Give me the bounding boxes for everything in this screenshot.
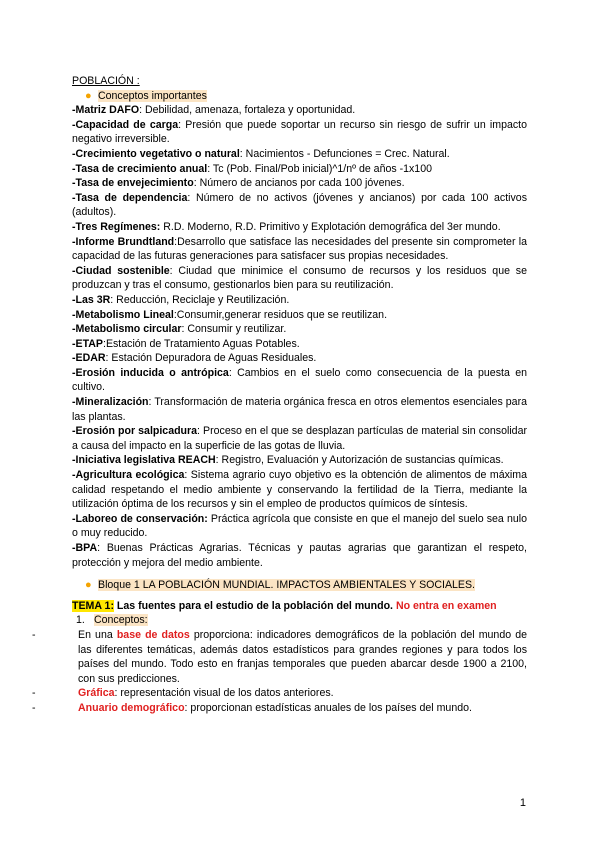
definition-term: -Metabolismo circular	[72, 323, 182, 336]
definition-text: :Consumir,generar residuos que se reutilizan.	[173, 308, 388, 321]
definition-term: -Laboreo de conservación:	[72, 512, 208, 525]
definition-term: -Crecimiento vegetativo o natural	[72, 147, 240, 160]
definition-item	[72, 351, 527, 366]
concept-prefix: En una	[78, 628, 117, 641]
definition-item	[72, 453, 527, 468]
concept-text: : representación visual de los datos anteriores.	[114, 687, 334, 700]
tema-title: Las fuentes para el estudio de la población del mundo.	[113, 599, 394, 612]
definition-text: : Estación Depuradora de Aguas Residuales.	[105, 352, 317, 365]
definition-text: : Presión que puede soportar un recurso sin riesgo de sufrir un impacto negativo irreversible.	[72, 118, 527, 146]
definition-term: -Las 3R	[72, 293, 111, 306]
definition-term: -Erosión inducida o antrópica	[72, 366, 229, 379]
definition-term: -Matriz DAFO	[72, 104, 140, 117]
dash-marker: -	[32, 701, 36, 714]
definition-term: -Agricultura ecológica	[72, 469, 185, 482]
definition-term: -Informe Brundtland	[72, 235, 175, 248]
definition-term: -Capacidad de carga	[72, 118, 179, 131]
dash-marker: -	[32, 628, 36, 641]
definition-text: : Registro, Evaluación y Autorización de sustancias químicas.	[215, 454, 504, 467]
definition-item	[72, 322, 527, 337]
definition-term: -Iniciativa legislativa REACH	[72, 454, 216, 467]
definition-term: -Tasa de crecimiento anual	[72, 162, 208, 175]
definition-item	[72, 512, 527, 541]
definition-term: -BPA	[72, 542, 98, 554]
tema-heading	[72, 599, 527, 614]
concept-text: : proporcionan estadísticas anuales de los países del mundo.	[184, 701, 472, 714]
definitions-list	[72, 103, 527, 570]
definition-item	[72, 308, 527, 323]
concept-item	[32, 686, 527, 701]
concept-term: base de datos	[116, 628, 190, 641]
concept-list	[32, 628, 527, 716]
definition-item	[72, 103, 527, 118]
concept-text: proporciona: indicadores demográficos de la población del mundo de las diferentes temáticas, además datos estadísticos para grandes regiones y para todos los países del mundo. Todo esto en franjas temporales que pueden abarcar desde 1900 a 2100, con sus predicciones.	[78, 628, 527, 685]
definition-text: R.D. Moderno, R.D. Primitivo y Explotación demográfica del 3er mundo.	[160, 220, 501, 233]
definition-text: : Tc (Pob. Final/Pob inicial)^1/nº de años -1x100	[207, 162, 432, 175]
definition-text: : Buenas Prácticas Agrarias. Técnicas y pautas agrarias que garantizan el respeto, protección y mejora del medio ambiente.	[72, 542, 527, 569]
definition-text: : Debilidad, amenaza, fortaleza y oportunidad.	[139, 104, 356, 117]
definition-term: -Tasa de envejecimiento	[72, 177, 194, 190]
bullet-icon: ●	[85, 579, 92, 592]
definition-item	[72, 147, 527, 162]
definition-text: : Número de no activos (jóvenes y ancianos) por cada 100 activos (adultos).	[72, 191, 527, 219]
definition-text: : Ciudad que minimice el consumo de recursos y los residuos que se produzcan y tras el consumo, gestionarlos bien para su reutilización.	[72, 264, 527, 292]
bloque-title: Bloque 1 LA POBLACIÓN MUNDIAL. IMPACTOS AMBIENTALES Y SOCIALES.	[98, 579, 476, 592]
concept-item	[32, 701, 527, 716]
bullet-bloque	[72, 578, 527, 593]
definition-term: -Tres Regímenes:	[72, 220, 161, 233]
definition-item	[72, 293, 527, 308]
definition-term: -Metabolismo Lineal	[72, 308, 174, 321]
definition-text: :Desarrollo que satisface las necesidades del presente sin comprometer la capacidad de las futuras generaciones para satisfacer sus propias necesidades.	[72, 235, 527, 263]
tema-label: TEMA 1:	[72, 599, 114, 612]
definition-item	[72, 162, 527, 177]
concept-term: Gráfica	[78, 687, 115, 700]
definition-text: Práctica agrícola que consiste en que el manejo del suelo sea nulo o muy reducido.	[72, 512, 527, 540]
definition-text: : Transformación de materia orgánica fresca en otros elementos esenciales para las plantas.	[72, 396, 527, 423]
document-page	[32, 74, 527, 716]
definition-item	[72, 395, 527, 424]
definition-text: : Reducción, Reciclaje y Reutilización.	[110, 293, 290, 306]
concept-term: Anuario demográfico	[78, 701, 185, 714]
definition-term: -Tasa de dependencia	[72, 191, 188, 204]
definition-item	[72, 220, 527, 235]
section-title: POBLACIÓN :	[72, 75, 140, 87]
definition-text: :Estación de Tratamiento Aguas Potables.	[103, 337, 300, 350]
page-number: 1	[519, 797, 526, 809]
definition-text: : Número de ancianos por cada 100 jóvenes.	[193, 177, 405, 190]
definition-item	[72, 468, 527, 512]
definition-text: : Sistema agrario cuyo objetivo es la obtención de alimentos de máxima calidad respetando el medio ambiente y conservando la fertilidad de la Tierra, mediante la utilización óptima de los recursos y sin el empleo de productos químicos de síntesis.	[72, 469, 527, 511]
definition-term: -ETAP	[72, 337, 103, 350]
definition-text: : Proceso en el que se desplazan partículas de material sin consolidar a causa del impacto en la superficie de las gotas de lluvia.	[72, 425, 527, 452]
definition-item	[72, 191, 527, 220]
subsection-number: 1.	[76, 614, 85, 627]
definition-term: -Mineralización	[72, 396, 149, 409]
definition-item	[72, 366, 527, 395]
definition-item	[72, 118, 527, 147]
definition-item	[72, 264, 527, 293]
definition-text: : Nacimientos - Defunciones = Crec. Natural.	[239, 147, 450, 160]
bullet-conceptos-label: Conceptos importantes	[98, 89, 207, 102]
definition-text: : Consumir y reutilizar.	[181, 323, 287, 336]
definition-term: -Ciudad sostenible	[72, 264, 170, 277]
definition-item	[72, 235, 527, 264]
concept-item	[32, 628, 527, 686]
definition-term: -EDAR	[72, 352, 106, 365]
definition-item	[72, 541, 527, 570]
tema-note: No entra en examen	[393, 599, 497, 612]
definition-text: : Cambios en el suelo como consecuencia de la puesta en cultivo.	[72, 366, 527, 394]
definition-item	[72, 176, 527, 191]
dash-marker: -	[32, 687, 36, 700]
subsection-heading	[72, 613, 527, 628]
bullet-conceptos	[72, 89, 527, 104]
subsection-label: Conceptos:	[94, 614, 148, 627]
bullet-icon: ●	[85, 89, 92, 102]
definition-term: -Erosión por salpicadura	[72, 425, 198, 438]
definition-item	[72, 337, 527, 352]
definition-item	[72, 424, 527, 453]
